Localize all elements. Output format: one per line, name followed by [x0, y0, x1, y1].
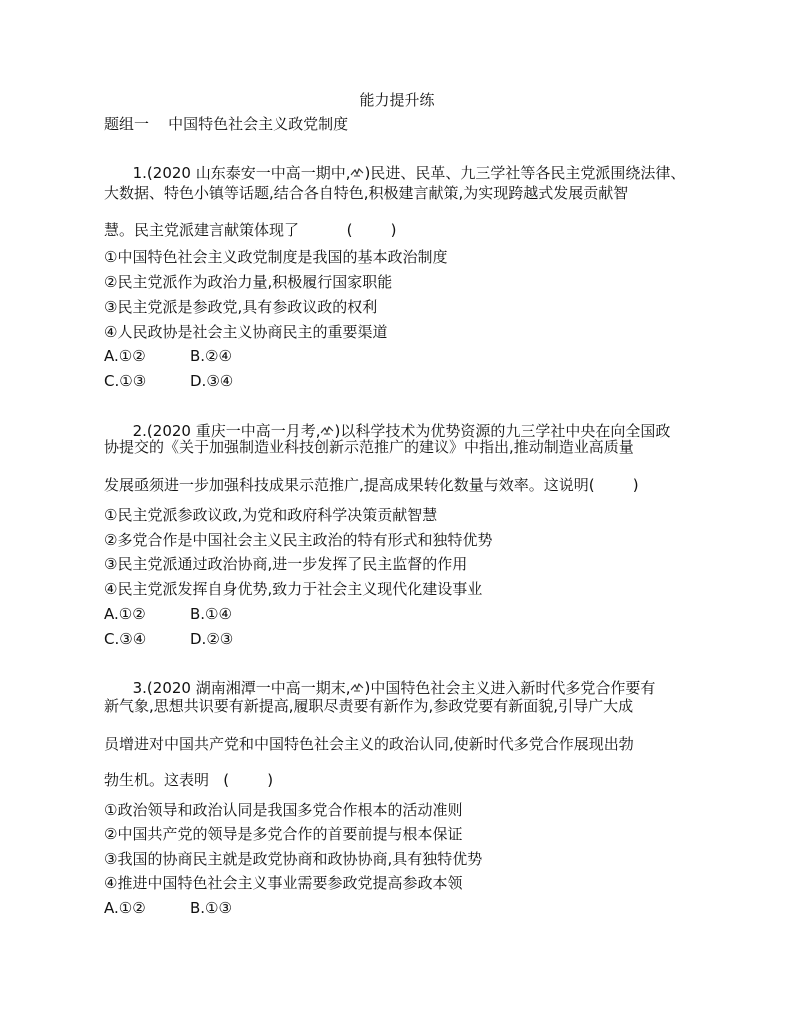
q2-option-4: ④民主党派发挥自身优势,致力于社会主义现代化建设事业: [104, 580, 483, 598]
q1-option-4: ④人民政协是社会主义协商民主的重要渠道: [104, 323, 388, 341]
group-heading: 题组一 中国特色社会主义政党制度: [104, 115, 349, 133]
difficulty-bird-icon: [350, 682, 364, 694]
question-1-line-3: 慧。民主党派建言献策体现了 ( ): [104, 221, 397, 239]
question-1-line-2: 大数据、特色小镇等话题,结合各自特色,积极建言献策,为实现跨越式发展贡献智: [104, 184, 629, 202]
q2-option-3: ③民主党派通过政治协商,进一步发挥了民主监督的作用: [104, 555, 468, 573]
question-2-line-2: 协提交的《关于加强制造业科技创新示范推广的建议》中指出,推动制造业高质量: [104, 438, 634, 456]
q3-option-1: ①政治领导和政治认同是我国多党合作根本的活动准则: [104, 801, 463, 819]
q3-option-2: ②中国共产党的领导是多党合作的首要前提与根本保证: [104, 825, 463, 843]
q1-answer-a: A.①②: [104, 347, 146, 365]
difficulty-bird-icon: [350, 167, 364, 179]
question-3-line-4: 勃生机。这表明 ( ): [104, 771, 274, 789]
q2-answer-c: C.③④: [104, 630, 147, 648]
question-3-source: 3.(2020 湖南湘潭一中高一期末,: [132, 679, 351, 697]
q2-answer-d: D.②③: [190, 630, 234, 648]
q1-answer-c: C.①③: [104, 372, 147, 390]
question-2-source: 2.(2020 重庆一中高一月考,: [132, 422, 321, 440]
q1-option-3: ③民主党派是参政党,具有参政议政的权利: [104, 298, 378, 316]
q2-option-2: ②多党合作是中国社会主义民主政治的特有形式和独特优势: [104, 531, 493, 549]
q1-answer-d: D.③④: [190, 372, 234, 390]
question-3-text: )中国特色社会主义进入新时代多党合作要有: [364, 679, 656, 697]
q1-answer-b: B.②④: [190, 347, 232, 365]
q3-option-4: ④推进中国特色社会主义事业需要参政党提高参政本领: [104, 874, 463, 892]
q1-option-2: ②民主党派作为政治力量,积极履行国家职能: [104, 273, 393, 291]
question-2-text: )以科学技术为优势资源的九三学社中央在向全国政: [334, 422, 671, 440]
question-2-line-3: 发展亟须进一步加强科技成果示范推广,提高成果转化数量与效率。这说明( ): [104, 476, 639, 494]
question-1-source: 1.(2020 山东泰安一中高一期中,: [132, 164, 351, 182]
q2-answer-b: B.①④: [190, 605, 232, 623]
question-1-text: )民进、民革、九三学社等各民主党派围绕法律、: [364, 164, 686, 182]
question-3-line-3: 员增进对中国共产党和中国特色社会主义的政治认同,使新时代多党合作展现出勃: [104, 735, 634, 753]
q3-answer-b: B.①③: [190, 899, 232, 917]
difficulty-bird-icon: [320, 425, 334, 437]
page-title: 能力提升练: [359, 91, 435, 109]
q1-option-1: ①中国特色社会主义政党制度是我国的基本政治制度: [104, 248, 448, 266]
q2-option-1: ①民主党派参政议政,为党和政府科学决策贡献智慧: [104, 506, 438, 524]
question-3-line-2: 新气象,思想共识要有新提高,履职尽责要有新作为,参政党要有新面貌,引导广大成: [104, 697, 634, 715]
q3-answer-a: A.①②: [104, 899, 146, 917]
q3-option-3: ③我国的协商民主就是政党协商和政协协商,具有独特优势: [104, 850, 483, 868]
q2-answer-a: A.①②: [104, 605, 146, 623]
